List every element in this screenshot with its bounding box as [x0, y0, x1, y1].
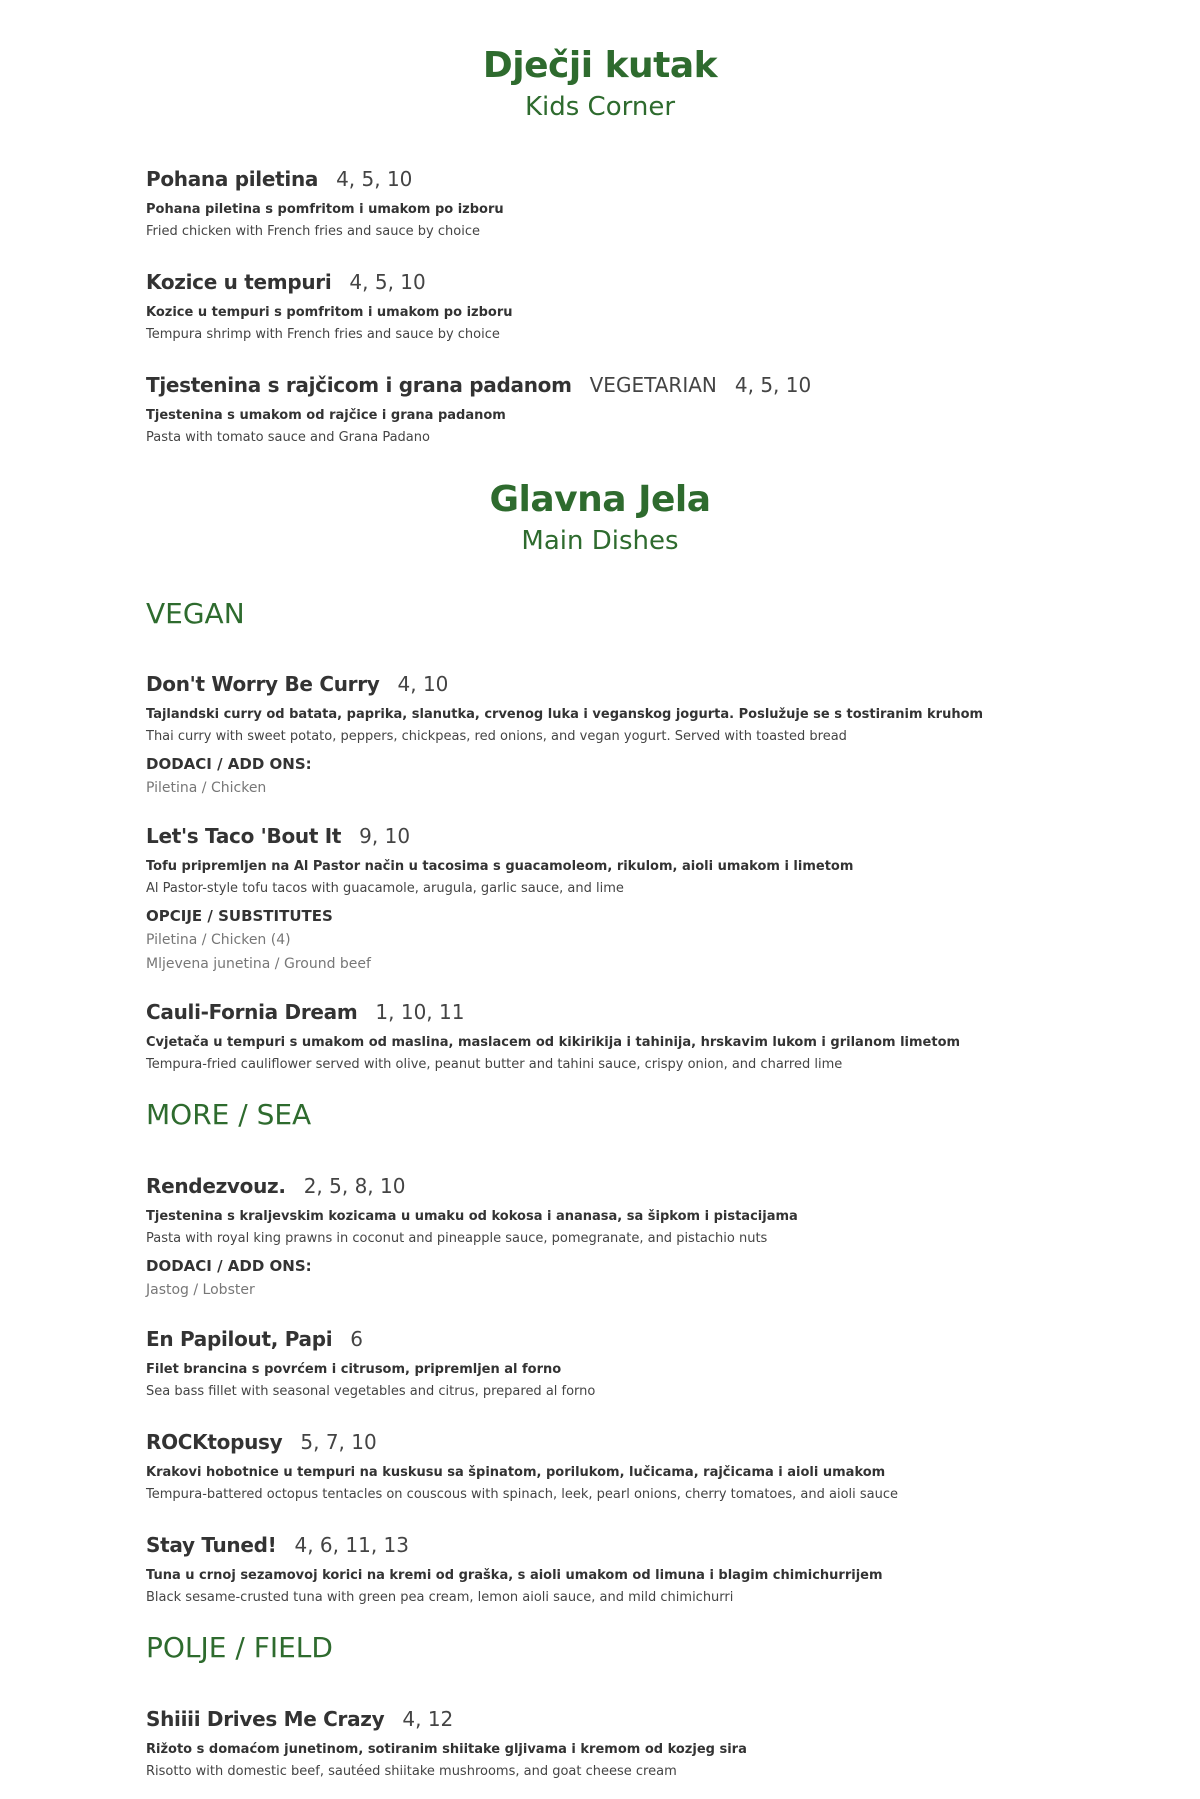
- dish-description-hr: Filet brancina s povrćem i citrusom, pripremljen al forno: [146, 1362, 562, 1377]
- dish-description-en: Al Pastor-style tofu tacos with guacamole, arugula, garlic sauce, and lime: [146, 881, 624, 896]
- dish-allergens: 5, 7, 10: [300, 1430, 377, 1454]
- dish-name: Cauli-Fornia Dream: [146, 1000, 358, 1024]
- main-dishes-subtitle: Main Dishes: [521, 526, 679, 556]
- category-title-field: POLJE / FIELD: [146, 1631, 333, 1664]
- dish-description-en: Thai curry with sweet potato, peppers, chickpeas, red onions, and vegan yogurt. Served with toasted bread: [146, 729, 847, 744]
- dish-allergens: 2, 5, 8, 10: [303, 1174, 406, 1198]
- category-title-vegan: VEGAN: [146, 597, 245, 630]
- dish-allergens: 4, 6, 11, 13: [294, 1533, 409, 1557]
- dish-name: Tjestenina s rajčicom i grana padanom: [146, 373, 572, 397]
- kids-corner-subtitle: Kids Corner: [524, 92, 676, 122]
- dish-description-hr: Tajlandski curry od batata, paprika, slanutka, crvenog luka i veganskog jogurta. Poslužuje se s tostiranim kruhom: [146, 707, 984, 722]
- dish-name: Let's Taco 'Bout It: [146, 824, 342, 848]
- category-title-sea: MORE / SEA: [146, 1098, 312, 1131]
- dish-name: En Papilout, Papi: [146, 1327, 333, 1351]
- menu-item: [146, 822, 1146, 976]
- menu-item: [146, 165, 1146, 243]
- dish-description-en: Tempura-battered octopus tentacles on couscous with spinach, leek, pearl onions, cherry tomatoes, and aioli sauce: [146, 1487, 899, 1502]
- kids-corner-title: Dječji kutak: [482, 45, 718, 86]
- addon-item: Jastog / Lobster: [146, 1282, 255, 1298]
- dish-description-hr: Cvjetača u tempuri s umakom od maslina, maslacem od kikirikija i tahinija, hrskavim lukom i grilanom limetom: [146, 1035, 961, 1050]
- menu-item: [146, 1428, 1146, 1506]
- dish-allergens: 9, 10: [359, 824, 411, 848]
- substitute-item: Mljevena junetina / Ground beef: [146, 956, 371, 972]
- dish-name: Kozice u tempuri: [146, 270, 332, 294]
- menu-item: [146, 371, 1146, 449]
- menu-item: [146, 1325, 1146, 1403]
- dish-allergens: 6: [350, 1327, 364, 1351]
- dish-name: Rendezvouz.: [146, 1174, 286, 1198]
- dish-allergens: 4, 10: [397, 672, 449, 696]
- dish-description-hr: Kozice u tempuri s pomfritom i umakom po izboru: [146, 305, 513, 320]
- addons-heading: DODACI / ADD ONS:: [146, 1257, 312, 1275]
- dish-description-hr: Rižoto s domaćom junetinom, sotiranim shiitake gljivama i kremom od kozjeg sira: [146, 1742, 747, 1757]
- menu-item: [146, 1172, 1146, 1302]
- main-dishes-title: Glavna Jela: [489, 479, 711, 520]
- main-dishes-header: [0, 478, 1200, 558]
- dish-allergens: 4, 5, 10: [349, 270, 426, 294]
- dish-description-hr: Tofu pripremljen na Al Pastor način u tacosima s guacamoleom, rikulom, aioli umakom i limetom: [146, 859, 854, 874]
- dish-allergens: 4, 5, 10: [336, 167, 413, 191]
- dish-name: Don't Worry Be Curry: [146, 672, 380, 696]
- dish-description-en: Risotto with domestic beef, sautéed shiitake mushrooms, and goat cheese cream: [146, 1764, 677, 1779]
- menu-item: [146, 670, 1146, 800]
- substitute-item: Piletina / Chicken (4): [146, 932, 291, 948]
- dish-description-en: Sea bass fillet with seasonal vegetables and citrus, prepared al forno: [146, 1384, 596, 1399]
- dish-description-en: Tempura-fried cauliflower served with olive, peanut butter and tahini sauce, crispy onion, and charred lime: [146, 1057, 843, 1072]
- menu-item: [146, 1531, 1146, 1609]
- dish-allergens: 4, 12: [402, 1707, 454, 1731]
- substitutes-heading: OPCIJE / SUBSTITUTES: [146, 907, 333, 925]
- dish-name: Stay Tuned!: [146, 1533, 277, 1557]
- dish-description-en: Pasta with tomato sauce and Grana Padano: [146, 430, 430, 445]
- dish-allergens: 4, 5, 10: [734, 373, 812, 397]
- dish-vegetarian-tag: VEGETARIAN: [589, 373, 717, 397]
- addon-item: Piletina / Chicken: [146, 780, 267, 796]
- dish-description-hr: Tjestenina s kraljevskim kozicama u umaku od kokosa i ananasa, sa šipkom i pistacijama: [146, 1209, 798, 1224]
- menu-item: [146, 1705, 1146, 1783]
- dish-description-hr: Krakovi hobotnice u tempuri na kuskusu sa špinatom, porilukom, lučicama, rajčicama i aioli umakom: [146, 1465, 886, 1480]
- menu-item: [146, 998, 1146, 1076]
- dish-description-en: Black sesame-crusted tuna with green pea cream, lemon aioli sauce, and mild chimichurri: [146, 1590, 734, 1605]
- dish-name: Pohana piletina: [146, 167, 319, 191]
- dish-name: ROCKtopusy: [146, 1430, 283, 1454]
- menu-item: [146, 268, 1146, 346]
- kids-corner-header: [0, 44, 1200, 124]
- dish-allergens: 1, 10, 11: [375, 1000, 465, 1024]
- dish-description-en: Pasta with royal king prawns in coconut and pineapple sauce, pomegranate, and pistachio nuts: [146, 1231, 768, 1246]
- dish-description-en: Fried chicken with French fries and sauce by choice: [146, 224, 480, 239]
- dish-description-hr: Tjestenina s umakom od rajčice i grana padanom: [146, 408, 506, 423]
- addons-heading: DODACI / ADD ONS:: [146, 755, 312, 773]
- dish-name: Shiiii Drives Me Crazy: [146, 1707, 385, 1731]
- dish-description-en: Tempura shrimp with French fries and sauce by choice: [146, 327, 500, 342]
- dish-description-hr: Pohana piletina s pomfritom i umakom po izboru: [146, 202, 504, 217]
- dish-description-hr: Tuna u crnoj sezamovoj korici na kremi od graška, s aioli umakom od limuna i blagim chimichurrijem: [146, 1568, 883, 1583]
